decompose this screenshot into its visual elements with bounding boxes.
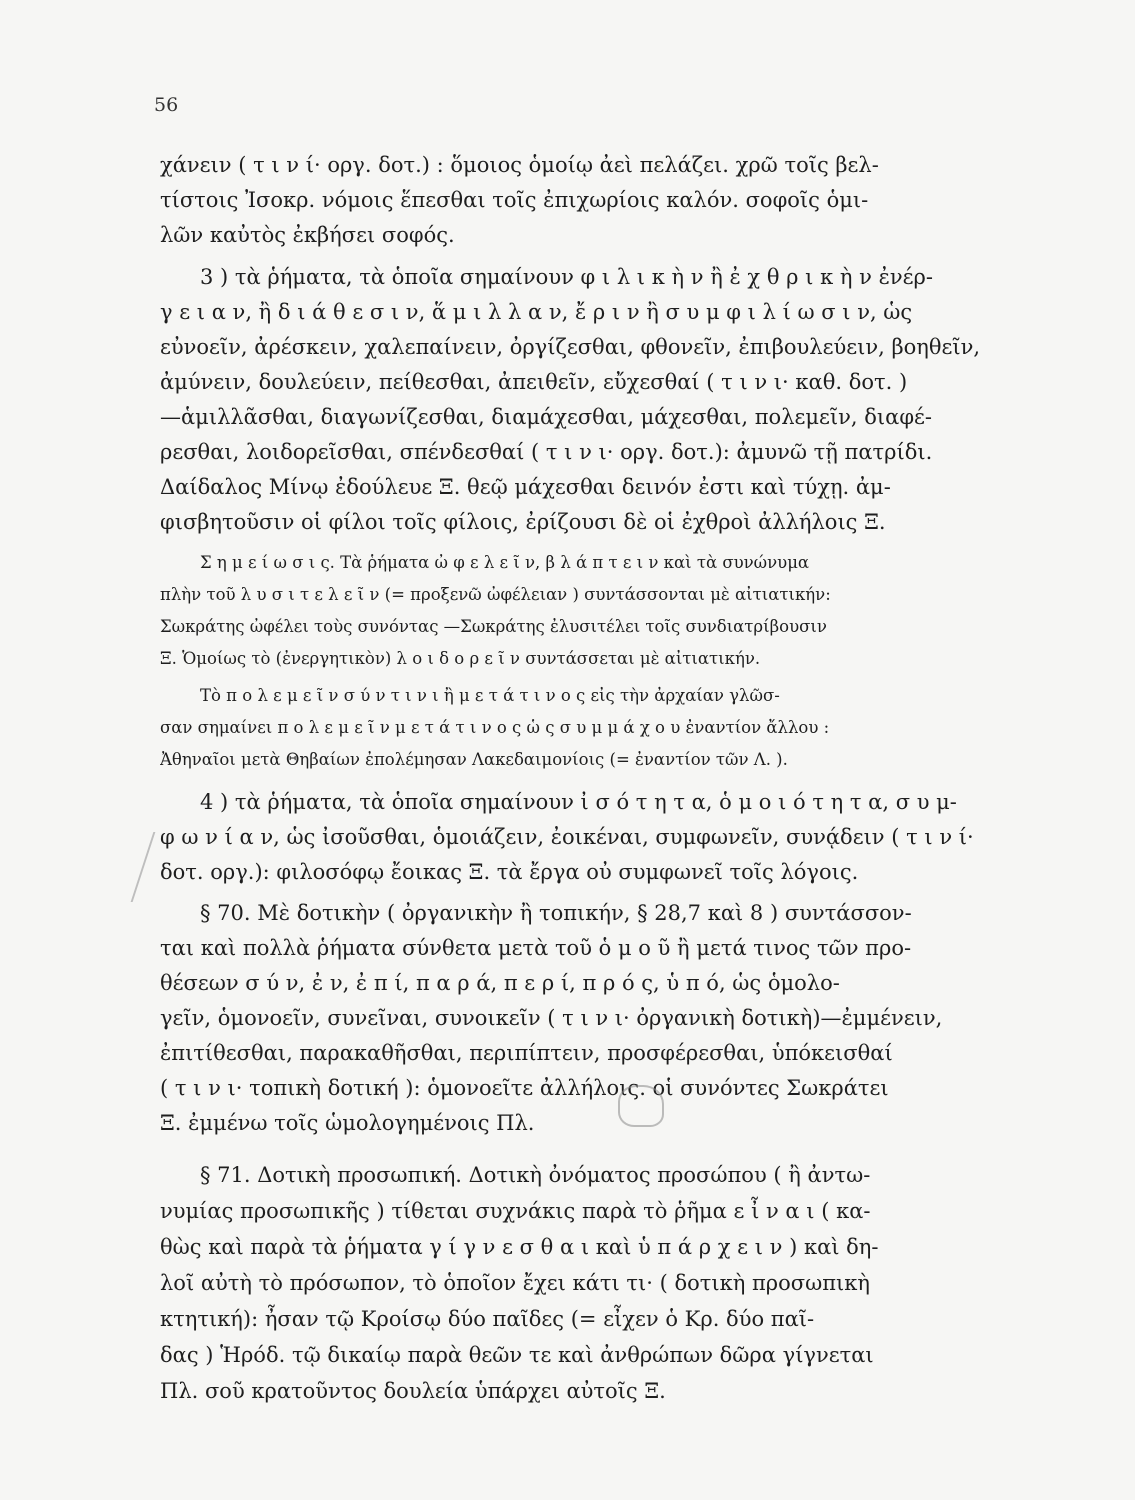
text-line: Ξ. ἐμμένω τοῖς ὡμολογημένοις Πλ. <box>160 1111 535 1135</box>
text-line: φισβητοῦσιν οἱ φίλοι τοῖς φίλοις, ἐρίζουσι δὲ οἱ ἐχθροὶ ἀλλήλοις Ξ. <box>160 510 886 534</box>
text-line: δας ) Ἡρόδ. τῷ δικαίῳ παρὰ θεῶν τε καὶ ἀνθρώπων δῶρα γίγνεται <box>160 1343 874 1367</box>
stamp-mark <box>618 1085 664 1127</box>
text-line: ρεσθαι, λοιδορεῖσθαι, σπένδεσθαί ( τ ι ν ι· οργ. δοτ.): ἀμυνῶ τῇ πατρίδι. <box>160 440 933 464</box>
note-line: Τὸ π ο λ ε μ ε ῖ ν σ ύ ν τ ι ν ι ἢ μ ε τ ά τ ι ν ο ς εἰς τὴν ἀρχαίαν γλῶσ- <box>200 686 780 705</box>
text-line: ἐπιτίθεσθαι, παρακαθῆσθαι, περιπίπτειν, προσφέρεσθαι, ὑπόκεισθαί <box>160 1041 893 1065</box>
note-line: Σωκράτης ὠφέλει τοὺς συνόντας —Σωκράτης ἐλυσιτέλει τοῖς συνδιατρίβουσιν <box>160 617 827 636</box>
text-line: Δαίδαλος Μίνῳ ἐδούλευε Ξ. θεῷ μάχεσθαι δεινόν ἐστι καὶ τύχῃ. ἀμ- <box>160 475 891 499</box>
section-heading-70: § 70. Μὲ δοτικὴν ( ὀργανικὴν ἢ τοπικήν, § 28,7 καὶ 8 ) συντάσσον- <box>200 901 912 925</box>
text-line: τίστοις Ἰσοκρ. νόμοις ἕπεσθαι τοῖς ἐπιχωρίοις καλόν. σοφοῖς ὁμι- <box>160 188 869 212</box>
text-line: Πλ. σοῦ κρατοῦντος δουλεία ὑπάρχει αὐτοῖς Ξ. <box>160 1379 666 1403</box>
note-line: Ἀθηναῖοι μετὰ Θηβαίων ἐπολέμησαν Λακεδαιμονίοις (= ἐναντίον τῶν Λ. ). <box>160 750 788 769</box>
text-line: γ ε ι α ν, ἢ δ ι ά θ ε σ ι ν, ἅ μ ι λ λ α ν, ἔ ρ ι ν ἢ σ υ μ φ ι λ ί ω σ ι ν, ὡς <box>160 300 913 324</box>
note-line: πλὴν τοῦ λ υ σ ι τ ε λ ε ῖ ν (= προξενῶ ὠφέλειαν ) συντάσσονται μὲ αἰτιατικήν: <box>160 585 831 604</box>
text-line: ἀμύνειν, δουλεύειν, πείθεσθαι, ἀπειθεῖν, εὔχεσθαί ( τ ι ν ι· καθ. δοτ. ) <box>160 370 908 394</box>
text-line: χάνειν ( τ ι ν ί· οργ. δοτ.) : ὅμοιος ὁμοίῳ ἀεὶ πελάζει. χρῶ τοῖς βελ- <box>160 153 879 177</box>
text-line: λοῖ αὐτὴ τὸ πρόσωπον, τὸ ὁποῖον ἔχει κάτι τι· ( δοτικὴ προσωπικὴ <box>160 1271 870 1295</box>
text-line: δοτ. οργ.): φιλοσόφῳ ἔοικας Ξ. τὰ ἔργα οὐ συμφωνεῖ τοῖς λόγοις. <box>160 860 859 884</box>
text-line: 4 ) τὰ ῥήματα, τὰ ὁποῖα σημαίνουν ἰ σ ό τ η τ α, ὁ μ ο ι ό τ η τ α, σ υ μ- <box>200 790 957 814</box>
note-line: Σ η μ ε ί ω σ ι ς. Τὰ ῥήματα ὠ φ ε λ ε ῖ ν, β λ ά π τ ε ι ν καὶ τὰ συνώνυμα <box>200 553 810 572</box>
text-line: λῶν καὐτὸς ἐκβήσει σοφός. <box>160 223 455 247</box>
text-line: γεῖν, ὁμονοεῖν, συνεῖναι, συνοικεῖν ( τ ι ν ι· ὀργανικὴ δοτικὴ)—ἐμμένειν, <box>160 1006 943 1030</box>
text-line: —ἁμιλλᾶσθαι, διαγωνίζεσθαι, διαμάχεσθαι, μάχεσθαι, πολεμεῖν, διαφέ- <box>160 405 933 429</box>
note-line: σαν σημαίνει π ο λ ε μ ε ῖ ν μ ε τ ά τ ι ν ο ς ὡ ς σ υ μ μ ά χ ο υ ἐναντίον ἄλλου : <box>160 718 830 737</box>
text-line: ( τ ι ν ι· τοπικὴ δοτική ): ὁμονοεῖτε ἀλλήλοις. οἱ συνόντες Σωκράτει <box>160 1076 889 1100</box>
text-line: 3 ) τὰ ῥήματα, τὰ ὁποῖα σημαίνουν φ ι λ ι κ ὴ ν ἢ ἐ χ θ ρ ι κ ὴ ν ἐνέρ- <box>200 265 933 289</box>
text-line: ται καὶ πολλὰ ῥήματα σύνθετα μετὰ τοῦ ὁ μ ο ῦ ἢ μετά τινος τῶν προ- <box>160 936 912 960</box>
text-line: φ ω ν ί α ν, ὡς ἰσοῦσθαι, ὁμοιάζειν, ἐοικέναι, συμφωνεῖν, συνᾴδειν ( τ ι ν ί· <box>160 825 974 849</box>
note-line: Ξ. Ὁμοίως τὸ (ἐνεργητικὸν) λ ο ι δ ο ρ ε ῖ ν συντάσσεται μὲ αἰτιατικήν. <box>160 649 761 668</box>
text-line: εὐνοεῖν, ἀρέσκειν, χαλεπαίνειν, ὀργίζεσθαι, φθονεῖν, ἐπιβουλεύειν, βοηθεῖν, <box>160 335 981 359</box>
page-number: 56 <box>154 94 179 116</box>
text-line: νυμίας προσωπικῆς ) τίθεται συχνάκις παρὰ τὸ ῥῆμα ε ἶ ν α ι ( κα- <box>160 1199 871 1223</box>
text-line: θέσεων σ ύ ν, ἐ ν, ἐ π ί, π α ρ ά, π ε ρ ί, π ρ ό ς, ὑ π ό, ὡς ὁμολο- <box>160 971 840 995</box>
section-heading-71: § 71. Δοτικὴ προσωπική. Δοτικὴ ὀνόματος προσώπου ( ἢ ἀντω- <box>200 1163 871 1187</box>
text-line: θὼς καὶ παρὰ τὰ ῥήματα γ ί γ ν ε σ θ α ι καὶ ὑ π ά ρ χ ε ι ν ) καὶ δη- <box>160 1235 879 1259</box>
text-line: κτητική): ἦσαν τῷ Κροίσῳ δύο παῖδες (= εἶχεν ὁ Κρ. δύο παῖ- <box>160 1307 815 1331</box>
